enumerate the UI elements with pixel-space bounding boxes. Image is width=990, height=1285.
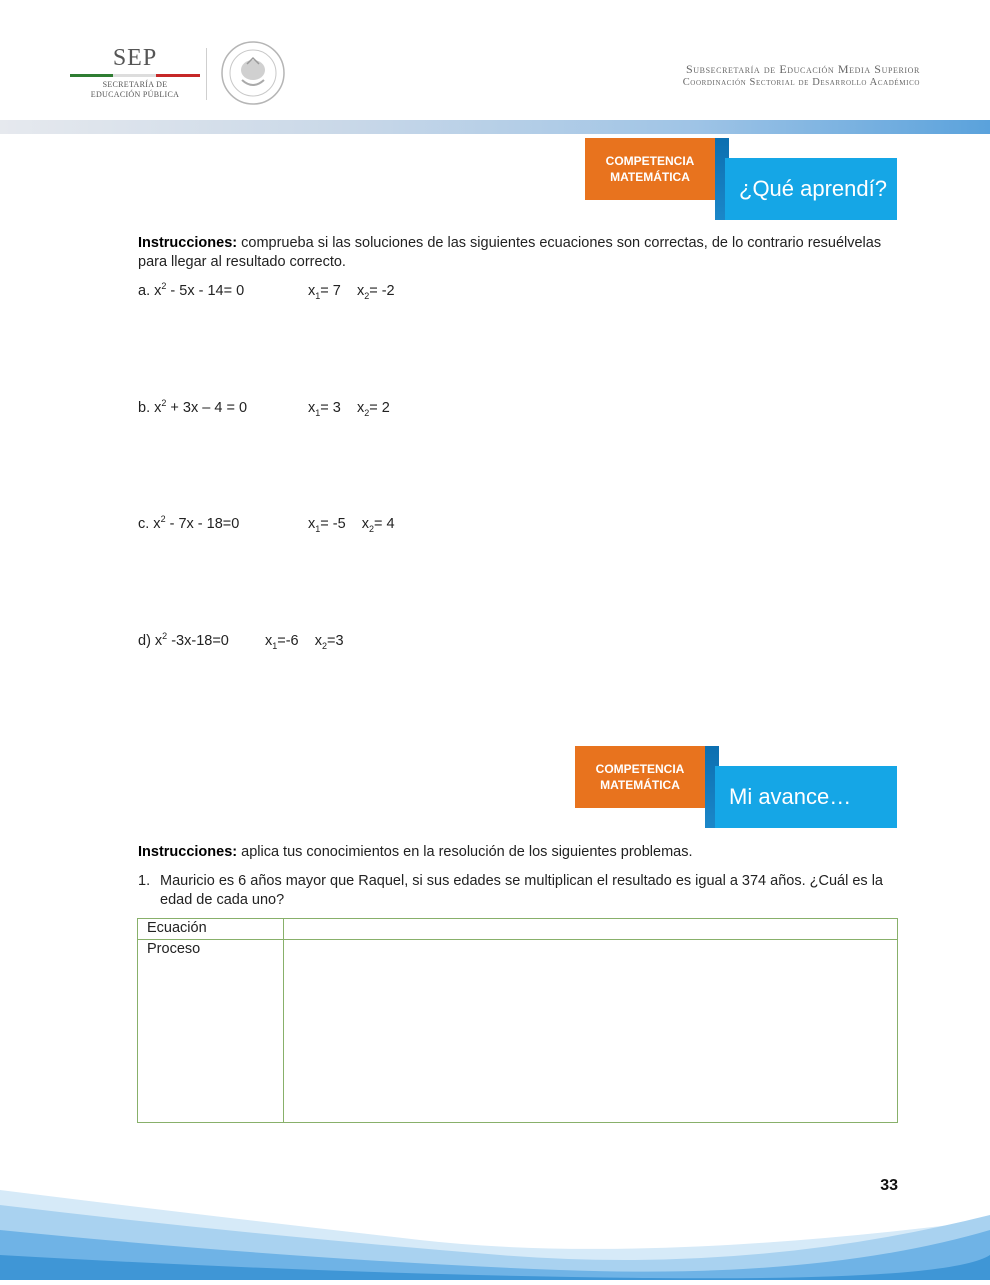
banner-title-box bbox=[715, 766, 897, 828]
competencia-box bbox=[575, 746, 705, 808]
page-number: 33 bbox=[880, 1177, 898, 1194]
competencia-line-1: COMPETENCIA bbox=[605, 154, 695, 168]
var-x: x bbox=[265, 633, 273, 649]
equation-lhs: b. x bbox=[138, 400, 162, 416]
var-x: x bbox=[308, 516, 316, 532]
sep-wordmark: SEP bbox=[112, 45, 158, 71]
banner-que-aprendi bbox=[585, 138, 897, 224]
solutions-c bbox=[308, 514, 395, 534]
problem-text: Mauricio es 6 años mayor que Raquel, si sus edades se multiplican el resultado es igual a 374 años. ¿Cuál es la edad de cada uno? bbox=[160, 873, 883, 908]
banner-title: ¿Qué aprendí? bbox=[739, 176, 887, 201]
instructions-text: aplica tus conocimientos en la resolución de los siguientes problemas. bbox=[237, 844, 693, 860]
table-row-ecuacion bbox=[138, 919, 897, 940]
competencia-line-2: MATEMÁTICA bbox=[610, 170, 690, 184]
footer-waves bbox=[0, 1160, 990, 1280]
var-x: x bbox=[314, 633, 323, 649]
subscript: 1 bbox=[315, 523, 321, 534]
solutions-a bbox=[308, 281, 395, 301]
table-column-divider bbox=[283, 919, 284, 1122]
header-line-2: Coordinación Sectorial de Desarrollo Académico bbox=[682, 77, 920, 88]
banner-title: Mi avance… bbox=[729, 784, 852, 809]
competencia-box bbox=[585, 138, 715, 200]
header-gradient-bar bbox=[0, 120, 990, 134]
equation-rest: - 5x - 14= 0 bbox=[166, 283, 245, 299]
solution-x1: = 7 bbox=[320, 283, 341, 299]
sep-subtitle-1: SECRETARÍA DE bbox=[102, 80, 168, 89]
equation-lhs: c. x bbox=[138, 516, 161, 532]
solution-x1: = 3 bbox=[320, 400, 341, 416]
equation-lhs: d) x bbox=[138, 633, 163, 649]
banner-title-box bbox=[725, 158, 897, 220]
exponent: 2 bbox=[160, 514, 166, 525]
subscript: 1 bbox=[272, 640, 278, 651]
equation-d bbox=[138, 631, 229, 651]
subscript: 2 bbox=[322, 640, 328, 651]
header-divider bbox=[206, 48, 207, 100]
var-x: x bbox=[356, 400, 365, 416]
sep-logo bbox=[70, 44, 200, 104]
exponent: 2 bbox=[161, 281, 167, 292]
competencia-line-2: MATEMÁTICA bbox=[600, 778, 680, 792]
solution-x2: = 2 bbox=[369, 400, 390, 416]
var-x: x bbox=[308, 400, 316, 416]
instructions-2 bbox=[138, 843, 898, 862]
equation-b bbox=[138, 398, 247, 418]
exponent: 2 bbox=[162, 631, 168, 642]
var-x: x bbox=[361, 516, 370, 532]
solution-x1: = -5 bbox=[320, 516, 346, 532]
label-ecuacion: Ecuación bbox=[147, 920, 207, 936]
solution-x2: =3 bbox=[327, 633, 344, 649]
solutions-d bbox=[265, 631, 344, 651]
solutions-b bbox=[308, 398, 390, 418]
sep-subtitle-2: EDUCACIÓN PÚBLICA bbox=[90, 90, 180, 99]
instructions-text: comprueba si las soluciones de las siguientes ecuaciones son correctas, de lo contrario resuélvelas para llegar al resultado correcto. bbox=[138, 235, 882, 270]
equation-lhs: a. x bbox=[138, 283, 162, 299]
subscript: 1 bbox=[315, 407, 321, 418]
solution-x1: =-6 bbox=[277, 633, 299, 649]
banner-mi-avance bbox=[575, 746, 897, 832]
equation-rest: -3x-18=0 bbox=[167, 633, 229, 649]
instructions-label: Instrucciones: bbox=[138, 844, 238, 860]
solution-x2: = -2 bbox=[369, 283, 395, 299]
problem-number: 1. bbox=[138, 873, 151, 889]
label-proceso: Proceso bbox=[147, 941, 201, 957]
problem-1 bbox=[138, 872, 898, 910]
answer-table bbox=[137, 918, 898, 1123]
instructions-1 bbox=[138, 234, 898, 272]
solution-x2: = 4 bbox=[374, 516, 395, 532]
header-institution bbox=[683, 62, 920, 89]
subscript: 1 bbox=[315, 290, 321, 301]
equation-rest: - 7x - 18=0 bbox=[165, 516, 240, 532]
var-x: x bbox=[308, 283, 316, 299]
competencia-line-1: COMPETENCIA bbox=[595, 762, 685, 776]
instructions-label: Instrucciones: bbox=[138, 235, 238, 251]
subscript: 2 bbox=[369, 523, 375, 534]
equation-a bbox=[138, 281, 244, 301]
var-x: x bbox=[356, 283, 365, 299]
header-line-1: Subsecretaría de Educación Media Superior bbox=[686, 62, 920, 76]
subscript: 2 bbox=[364, 290, 370, 301]
exponent: 2 bbox=[161, 398, 167, 409]
equation-c bbox=[138, 514, 239, 534]
equation-rest: + 3x – 4 = 0 bbox=[166, 400, 248, 416]
national-seal-icon bbox=[220, 40, 286, 106]
subscript: 2 bbox=[364, 407, 370, 418]
sep-tricolor-line bbox=[70, 74, 200, 77]
